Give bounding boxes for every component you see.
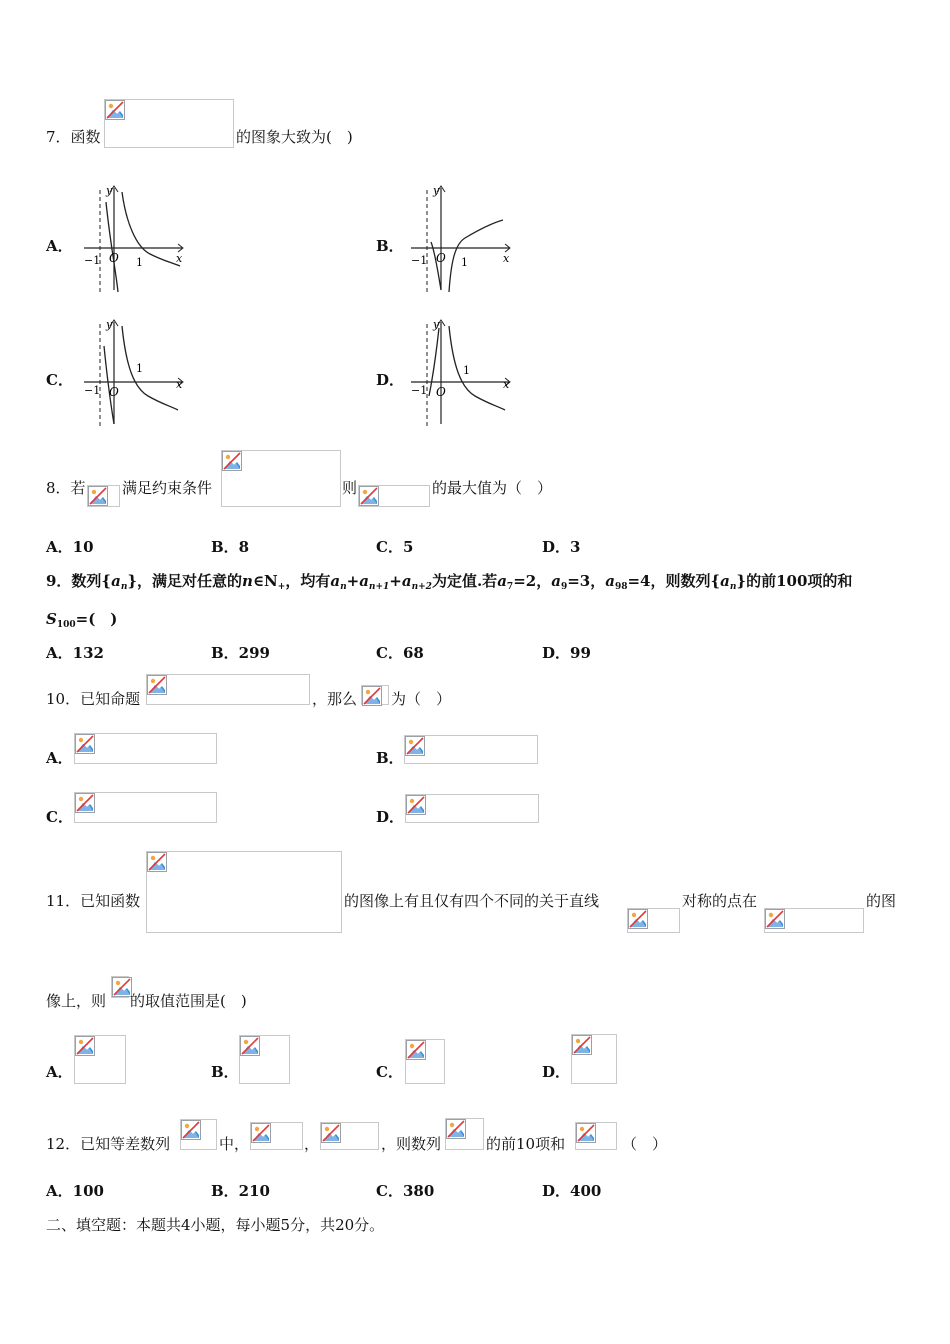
sub-n: n: [729, 582, 737, 592]
q11-text-4: 像上，则: [46, 992, 107, 1010]
y-label: y: [106, 318, 113, 331]
sub-n: n: [340, 582, 347, 592]
q11-option-d-image: [571, 1034, 617, 1084]
q11-text-2: 对称的点在: [682, 892, 758, 910]
y-label: y: [433, 318, 440, 331]
q9-text-5: 为定值.若: [431, 572, 498, 590]
q8-question-text: 的最大值为（ ）: [432, 479, 553, 497]
q7-option-d-label: D．: [376, 371, 405, 389]
neg-one-label: −1: [411, 384, 428, 397]
var-a: a: [497, 572, 507, 590]
broken-image-icon: [628, 909, 648, 929]
sub-plus: +: [277, 582, 286, 592]
x-label: x: [176, 252, 183, 265]
broken-image-icon: [321, 1123, 341, 1143]
q8-option-a: A．10: [46, 538, 94, 556]
q9-text-3: ∈N: [252, 572, 278, 590]
var-a: a: [111, 572, 121, 590]
broken-image-icon: [576, 1123, 596, 1143]
broken-image-icon: [147, 675, 167, 695]
origin-label: O: [436, 251, 446, 265]
q12-option-a: A．100: [46, 1182, 104, 1200]
broken-image-icon: [446, 1119, 466, 1139]
sub-n: n: [120, 582, 128, 592]
curve-right: [449, 326, 505, 410]
q9-value-2: =3，: [567, 572, 606, 590]
q9-option-c: C．68: [376, 644, 424, 662]
curve-right: [122, 326, 178, 410]
q10-then-text: ，那么: [312, 690, 358, 708]
broken-image-icon: [75, 793, 95, 813]
sub-n2: n+2: [411, 582, 432, 592]
broken-image-icon: [181, 1120, 201, 1140]
q7-number: 7．函数: [46, 128, 101, 146]
curve-right: [122, 192, 180, 266]
broken-image-icon: [240, 1036, 260, 1056]
broken-image-icon: [405, 736, 425, 756]
neg-one-label: −1: [411, 254, 428, 267]
q10-option-d-label: D．: [376, 808, 405, 826]
q10-negation-image: [361, 685, 389, 705]
q11-option-a-label: A．: [46, 1063, 73, 1081]
q12-middle-text: 中，: [219, 1135, 250, 1153]
q9-option-a: A．132: [46, 644, 104, 662]
sub-n1: n+1: [368, 582, 390, 592]
q12-sum-text: 的前10项和: [486, 1135, 566, 1153]
q9-line-1: 9．数列$\{a_n\}$，满足对任意的$n\in N_+$，均有$a_n+a_{n+1}+a_{n+2}$为定值.若$a_7=2$，$a_9=3$，$a_{98}=4$，则数列$\{a_n\}$的前100项的和: [46, 572, 853, 592]
q11-number: 11．已知函数: [46, 892, 141, 910]
q10-option-d-image: [405, 794, 539, 823]
q12-condition-2-image: [320, 1122, 379, 1150]
var-a: a: [551, 572, 561, 590]
q11-option-d-label: D．: [542, 1063, 571, 1081]
y-label: y: [106, 184, 113, 197]
q7-graph-a: [78, 182, 188, 294]
broken-image-icon: [406, 795, 426, 815]
one-label: 1: [136, 256, 143, 269]
q11-text-1: 的图像上有且仅有四个不同的关于直线: [344, 892, 600, 910]
q7-function-image: [104, 99, 234, 148]
q11-option-a-image: [74, 1035, 126, 1084]
q11-option-c-label: C．: [376, 1063, 403, 1081]
q12-comma: ，: [304, 1135, 320, 1153]
q10-option-b-image: [404, 735, 538, 764]
q10-option-b-label: B．: [376, 749, 404, 767]
q8-then-text: 则: [342, 479, 358, 497]
var-a: a: [720, 572, 730, 590]
q10-proposition-image: [146, 674, 310, 705]
q12-then-text: ，则数列: [381, 1135, 442, 1153]
q9-text-7: =( ): [75, 610, 118, 628]
curve-right: [449, 220, 503, 292]
q8-objective-image: [358, 485, 430, 507]
q7-graph-d: [405, 316, 515, 428]
section-2-heading: 二、填空题：本题共4小题，每小题5分，共20分。: [46, 1216, 385, 1234]
q7-graph-c: [78, 316, 188, 428]
q11-option-b-label: B．: [211, 1063, 239, 1081]
q12-option-c: C．380: [376, 1182, 435, 1200]
origin-label: O: [109, 251, 119, 265]
broken-image-icon: [251, 1123, 271, 1143]
q9-text-4: ，均有: [285, 572, 331, 590]
q10-option-c-image: [74, 792, 217, 823]
one-label: 1: [136, 362, 143, 375]
q10-option-a-label: A．: [46, 749, 73, 767]
var-a: a: [359, 572, 369, 590]
neg-one-label: −1: [84, 384, 101, 397]
neg-one-label: −1: [84, 254, 101, 267]
q12-option-d: D．400: [542, 1182, 602, 1200]
q9-value-1: =2，: [513, 572, 552, 590]
x-label: x: [176, 378, 183, 391]
broken-image-icon: [406, 1040, 426, 1060]
q11-text-3: 的图: [866, 892, 897, 910]
q11-option-b-image: [239, 1035, 290, 1084]
q10-number: 10．已知命题: [46, 690, 141, 708]
x-label: x: [503, 252, 510, 265]
q7-option-b-label: B．: [376, 237, 404, 255]
var-a: a: [605, 572, 615, 590]
var-s: S: [46, 610, 57, 628]
broken-image-icon: [75, 1036, 95, 1056]
q8-constraints-image: [221, 450, 341, 507]
q11-parameter-image: [111, 976, 129, 998]
q12-option-b: B．210: [211, 1182, 270, 1200]
origin-label: O: [436, 385, 446, 399]
origin-label: O: [109, 385, 119, 399]
broken-image-icon: [75, 734, 95, 754]
q12-new-sequence-image: [445, 1118, 484, 1150]
q10-option-c-label: C．: [46, 808, 73, 826]
q8-option-c: C．5: [376, 538, 414, 556]
q11-option-c-image: [405, 1039, 445, 1084]
q12-sum-image: [575, 1122, 617, 1150]
q8-number: 8．若: [46, 479, 86, 497]
one-label: 1: [461, 256, 468, 269]
q7-question-text: 的图象大致为( ): [236, 128, 353, 146]
var-a: a: [401, 572, 412, 590]
sub-100: 100: [56, 620, 76, 630]
q8-variables-image: [87, 485, 120, 507]
q9-option-d: D．99: [542, 644, 591, 662]
q10-option-a-image: [74, 733, 217, 764]
q11-text-5: 的取值范围是( ): [130, 992, 247, 1010]
q8-option-d: D．3: [542, 538, 581, 556]
q12-question-text: （ ）: [622, 1135, 668, 1153]
q8-constraint-text: 满足约束条件: [122, 479, 213, 497]
q11-line-image: [627, 908, 680, 933]
q12-sequence-image: [180, 1119, 217, 1150]
one-label: 1: [463, 364, 470, 377]
x-label: x: [503, 378, 510, 391]
q9-option-b: B．299: [211, 644, 270, 662]
var-a: a: [330, 572, 341, 590]
broken-image-icon: [88, 486, 108, 506]
q7-option-c-label: C．: [46, 371, 73, 389]
sub-7: 7: [506, 582, 514, 592]
var-n: n: [242, 572, 253, 590]
q9-line-2: [46, 609, 117, 635]
broken-image-icon: [222, 451, 242, 471]
broken-image-icon: [147, 852, 167, 872]
sub-9: 9: [560, 582, 568, 592]
q8-option-b: B．8: [211, 538, 250, 556]
sub-98: 98: [614, 582, 628, 592]
curve-left: [431, 242, 441, 290]
broken-image-icon: [765, 909, 785, 929]
q12-condition-1-image: [250, 1122, 303, 1150]
q7-option-a-label: A．: [46, 237, 73, 255]
q10-question-text: 为（ ）: [391, 690, 452, 708]
q9-text-6: }的前100项的和: [736, 572, 853, 590]
q11-second-function-image: [764, 908, 864, 933]
q9-text-2: }，满足对任意的: [127, 572, 243, 590]
q11-function-image: [146, 851, 342, 933]
q9-value-3: =4，则数列{: [627, 572, 721, 590]
y-label: y: [433, 184, 440, 197]
broken-image-icon: [572, 1035, 592, 1055]
q7-graph-b: [405, 182, 515, 294]
q9-text-1: 9．数列{: [46, 572, 112, 590]
curve-left: [106, 202, 118, 292]
broken-image-icon: [105, 100, 125, 120]
broken-image-icon: [112, 977, 132, 997]
q12-number: 12．已知等差数列: [46, 1135, 171, 1153]
broken-image-icon: [362, 686, 382, 706]
broken-image-icon: [359, 486, 379, 506]
